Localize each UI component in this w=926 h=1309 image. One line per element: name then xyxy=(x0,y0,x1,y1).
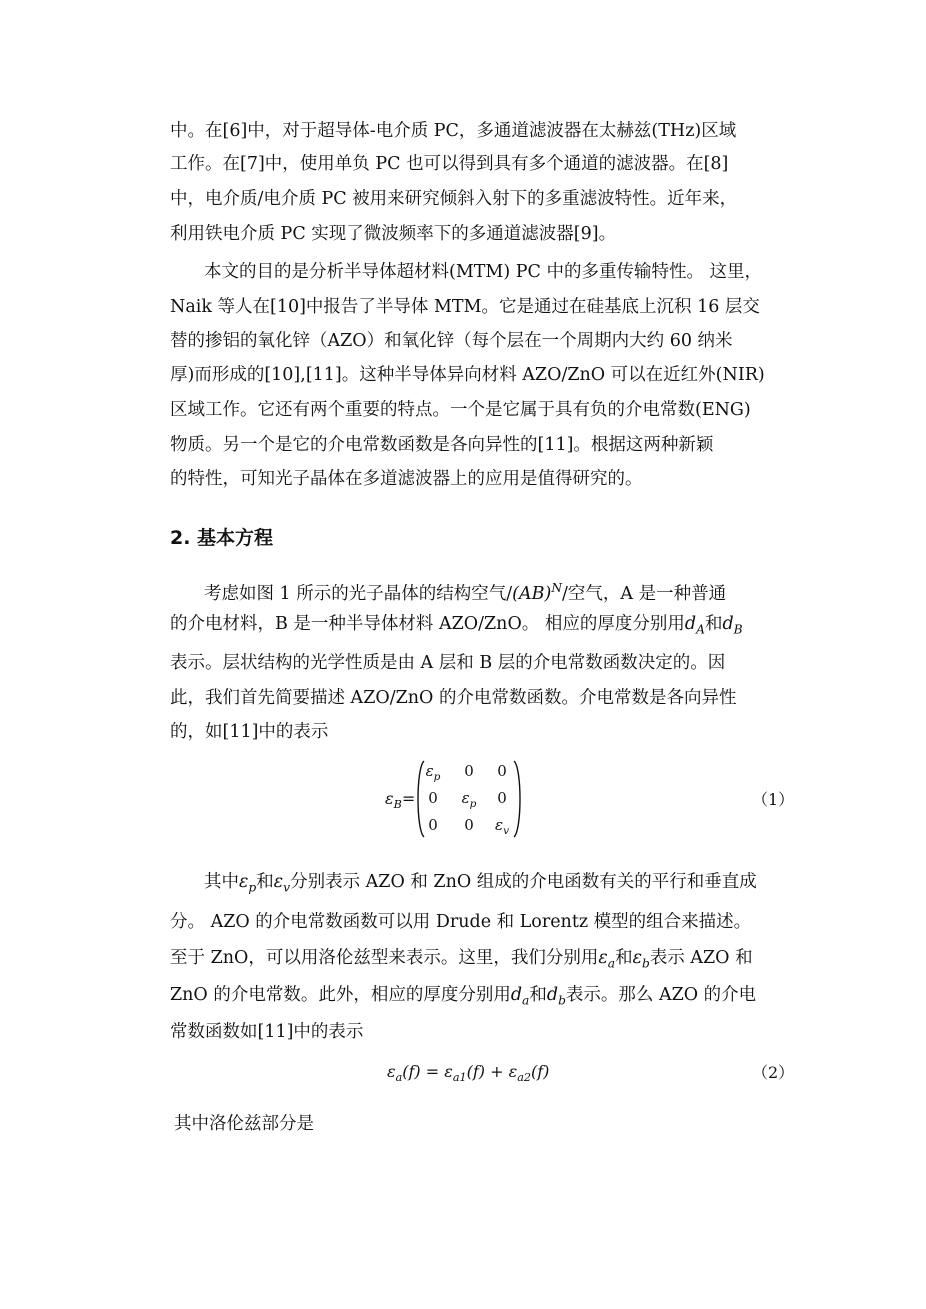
matrix-cell: 0 xyxy=(497,789,507,807)
paragraph-line: 厚)而形成的[10],[11]。这种半导体异向材料 AZO/ZnO 可以在近红外(NIR) xyxy=(170,365,765,385)
paragraph-line: Naik 等人在[10]中报告了半导体 MTM。它是通过在硅基底上沉积 16 层交 xyxy=(170,297,760,317)
matrix-cell: 0 xyxy=(497,762,507,780)
paragraph-line: 物质。另一个是它的介电常数函数是各向异性的[11]。根据这两种新颖 xyxy=(170,435,714,455)
paragraph-line: 中。在[6]中，对于超导体-电介质 PC，多通道滤波器在太赫兹(THz)区域 xyxy=(170,121,737,141)
paragraph-line: 此，我们首先简要描述 AZO/ZnO 的介电常数函数。介电常数是各向异性 xyxy=(170,688,737,708)
equation-number: （1） xyxy=(752,790,795,809)
paragraph-line: 的，如[11]中的表示 xyxy=(170,722,329,742)
paragraph-line: 替的掺铝的氧化锌（AZO）和氧化锌（每个层在一个周期内大约 60 纳米 xyxy=(170,331,733,351)
matrix-cell: 0 xyxy=(428,816,438,834)
matrix-cell: 0 xyxy=(464,816,474,834)
paragraph-line: 其中洛伦兹部分是 xyxy=(174,1114,314,1134)
paragraph-line: 其中$\varepsilon_p$和$\varepsilon_v$分别表示 AZO 和 ZnO 组成的介电函数有关的平行和垂直成 xyxy=(204,872,757,895)
paragraph-line: 表示。层状结构的光学性质是由 A 层和 B 层的介电常数函数决定的。因 xyxy=(170,653,726,673)
paragraph-line: 常数函数如[11]中的表示 xyxy=(170,1022,364,1042)
equation-body: $\varepsilon_a(f) = \varepsilon_{a1}(f) + \varepsilon_{a2}(f)$ xyxy=(387,1062,550,1085)
paragraph-line: 本文的目的是分析半导体超材料(MTM) PC 中的多重传输特性。 这里， xyxy=(204,262,763,282)
equation-number: （2） xyxy=(752,1063,795,1082)
equation-lhs: $\varepsilon_B=$ xyxy=(385,789,416,812)
paragraph-line: ZnO 的介电常数。此外，相应的厚度分别用$d_a$和$d_b$表示。那么 AZO 的介电 xyxy=(170,985,757,1008)
paragraph-line: 工作。在[7]中，使用单负 PC 也可以得到具有多个通道的滤波器。在[8] xyxy=(170,154,729,174)
paragraph-line: 分。 AZO 的介电常数函数可以用 Drude 和 Lorentz 模型的组合来描述。 xyxy=(170,912,752,932)
paragraph-line: 的介电材料，B 是一种半导体材料 AZO/ZnO。 相应的厚度分别用$d_A$和$d_B$ xyxy=(170,614,743,637)
matrix-cell: $\varepsilon_v$ xyxy=(495,816,509,837)
matrix-cell: $\varepsilon_p$ xyxy=(461,789,477,810)
section-heading: 2. 基本方程 xyxy=(170,527,274,549)
paragraph-line: 的特性，可知光子晶体在多道滤波器上的应用是值得研究的。 xyxy=(170,469,643,489)
matrix-cell: $\varepsilon_p$ xyxy=(425,762,441,783)
paragraph-line: 至于 ZnO，可以用洛伦兹型来表示。这里，我们分别用$\varepsilon_a$和$\varepsilon_b$表示 AZO 和 xyxy=(170,948,753,971)
paragraph-line: 考虑如图 1 所示的光子晶体的结构空气/(AB)$^N$/空气，A 是一种普通 xyxy=(204,581,727,604)
paragraph-line: 中，电介质/电介质 PC 被用来研究倾斜入射下的多重滤波特性。近年来， xyxy=(170,189,738,209)
paragraph-line: 利用铁电介质 PC 实现了微波频率下的多通道滤波器[9]。 xyxy=(170,224,617,244)
matrix-cell: 0 xyxy=(428,789,438,807)
paragraph-line: 区域工作。它还有两个重要的特点。一个是它属于具有负的介电常数(ENG) xyxy=(170,400,751,420)
matrix-cell: 0 xyxy=(464,762,474,780)
